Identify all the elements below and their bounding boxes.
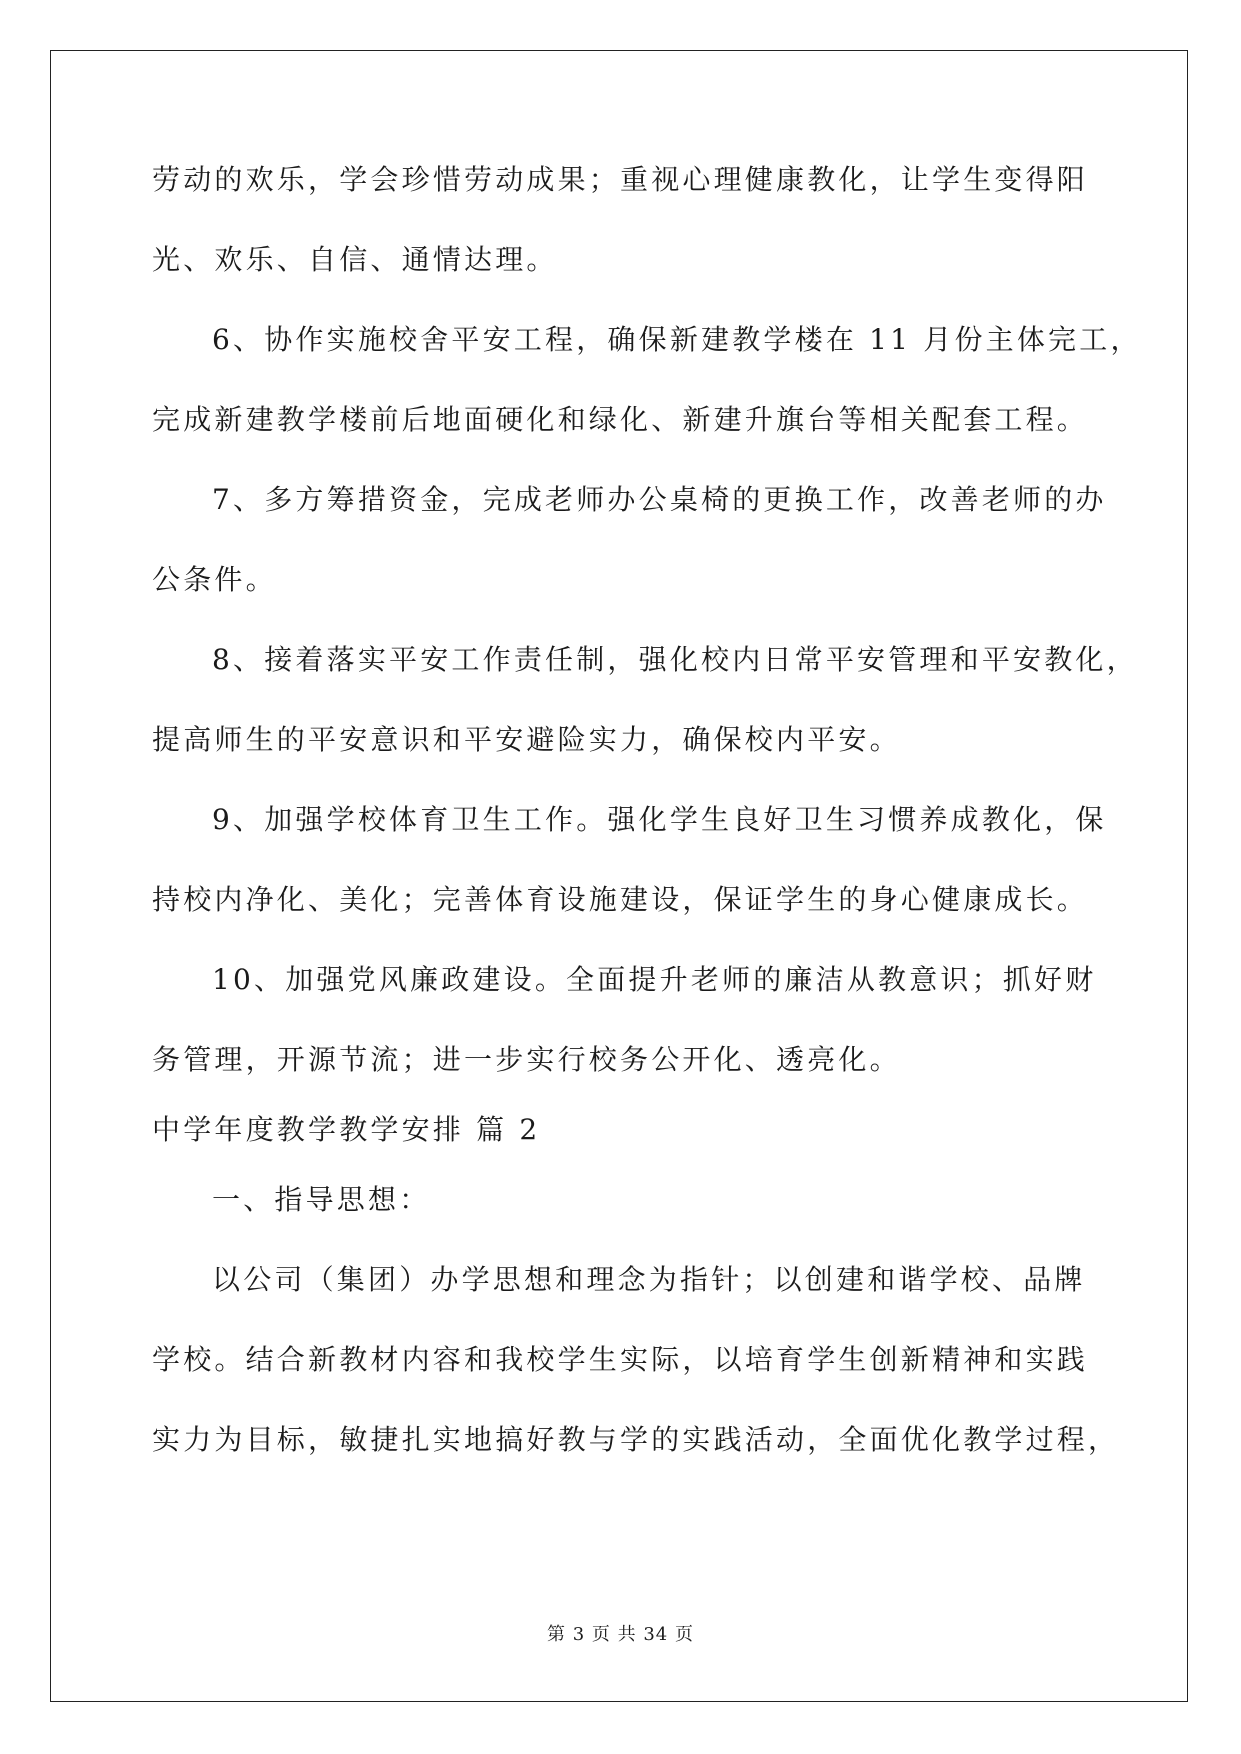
body-line: 实力为目标，敏捷扎实地搞好教与学的实践活动，全面优化教学过程， [152, 1423, 1120, 1456]
page-number: 第 3 页 共 34 页 [547, 1624, 694, 1645]
section-heading: 中学年度教学教学安排 篇 2 [152, 1113, 541, 1146]
list-item-7: 7、多方筹措资金，完成老师办公桌椅的更换工作，改善老师的办 [212, 483, 1107, 516]
subsection-heading: 一、指导思想： [212, 1183, 431, 1216]
body-line: 公条件。 [152, 563, 277, 596]
body-line: 持校内净化、美化；完善体育设施建设，保证学生的身心健康成长。 [152, 883, 1089, 916]
body-line: 学校。结合新教材内容和我校学生实际，以培育学生创新精神和实践 [152, 1343, 1089, 1376]
body-line: 完成新建教学楼前后地面硬化和绿化、新建升旗台等相关配套工程。 [152, 403, 1089, 436]
body-line: 以公司（集团）办学思想和理念为指针；以创建和谐学校、品牌 [212, 1263, 1086, 1296]
list-item-10: 10、加强党风廉政建设。全面提升老师的廉洁从教意识；抓好财 [212, 963, 1097, 996]
body-line: 务管理，开源节流；进一步实行校务公开化、透亮化。 [152, 1043, 901, 1076]
list-item-8: 8、接着落实平安工作责任制，强化校内日常平安管理和平安教化， [212, 643, 1138, 676]
body-line: 光、欢乐、自信、通情达理。 [152, 243, 558, 276]
body-line: 提高师生的平安意识和平安避险实力，确保校内平安。 [152, 723, 901, 756]
list-item-6: 6、协作实施校舍平安工程，确保新建教学楼在 11 月份主体完工， [212, 323, 1142, 356]
body-line: 劳动的欢乐，学会珍惜劳动成果；重视心理健康教化，让学生变得阳 [152, 163, 1089, 196]
list-item-9: 9、加强学校体育卫生工作。强化学生良好卫生习惯养成教化，保 [212, 803, 1107, 836]
